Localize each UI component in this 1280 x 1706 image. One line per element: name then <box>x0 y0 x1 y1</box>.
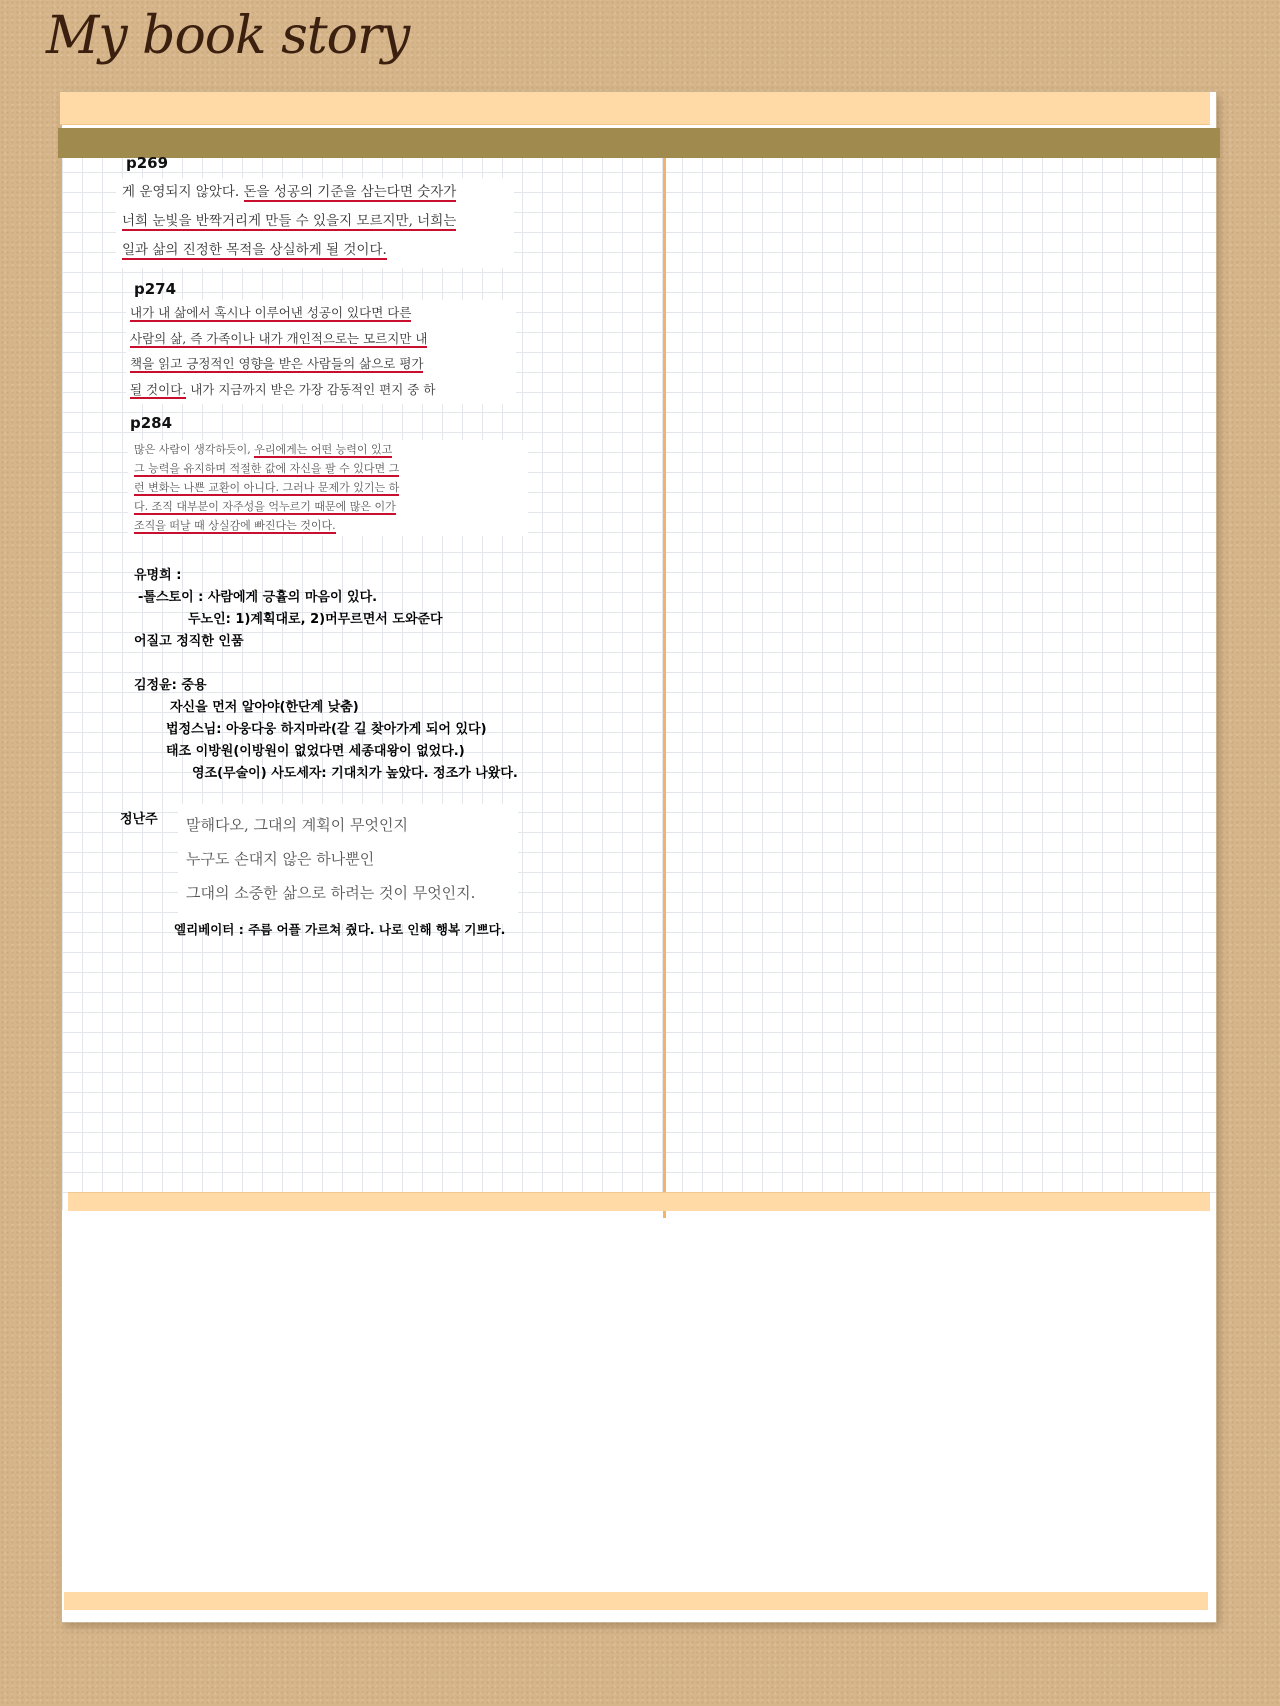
quote-line: 내가 내 삶에서 혹시나 이루어낸 성공이 있다면 다른 <box>130 305 412 320</box>
quote-line: 될 것이다. 내가 지금까지 받은 가장 감동적인 편지 중 하 <box>130 381 436 397</box>
note-name: 김정윤: 중용 <box>134 678 207 693</box>
poem-quote <box>178 804 518 924</box>
footer-tape <box>64 1592 1208 1610</box>
page-label-284: p284 <box>130 414 173 432</box>
quote-line: 런 변화는 나쁜 교환이 아니다. 그러나 문제가 있기는 하 <box>134 481 400 494</box>
quote-line: 책을 읽고 긍정적인 영향을 받은 사람들의 삶으로 평가 <box>130 356 424 371</box>
page-label-269: p269 <box>126 154 169 172</box>
quote-line: 일과 삶의 진정한 목적을 상실하게 될 것이다. <box>122 242 387 258</box>
quote-line: 많은 사람이 생각하듯이, 우리에게는 어떤 능력이 있고 <box>134 443 393 456</box>
quote-line: 너희 눈빛을 반짝거리게 만들 수 있을지 모르지만, 너희는 <box>122 213 457 229</box>
quote-line: 조직을 떠날 때 상실감에 빠진다는 것이다. <box>134 519 336 532</box>
quote-line: 게 운영되지 않았다. 돈을 성공의 기준을 삼는다면 숫자가 <box>122 184 457 200</box>
olive-band <box>58 128 1220 158</box>
quote-line: 사람의 삶, 즉 가족이나 내가 개인적으로는 모르지만 내 <box>130 330 428 346</box>
quote-p284 <box>128 440 528 536</box>
bottom-tape <box>68 1192 1210 1211</box>
note-line: 자신을 먼저 알아야(한단계 낮춤) <box>170 700 359 715</box>
poem-line: 말해다오, 그대의 계획이 무엇인지 <box>186 816 408 834</box>
note-line: 엘리베이터 : 주름 어플 가르쳐 줬다. 나로 인해 행복 기쁘다. <box>174 922 506 937</box>
quote-p274 <box>126 300 516 404</box>
quote-p269 <box>116 178 514 268</box>
quote-line: 그 능력을 유지하며 적절한 값에 자신을 팔 수 있다면 그 <box>134 462 400 475</box>
note-line: -톨스토이 : 사람에게 긍휼의 마음이 있다. <box>138 590 378 605</box>
poem-line: 누구도 손대지 않은 하나뿐인 <box>186 850 375 868</box>
note-line: 어질고 정직한 인품 <box>134 634 244 649</box>
note-line: 법정스님: 아웅다웅 하지마라(갈 길 찾아가게 되어 있다) <box>166 722 487 737</box>
quote-line: 다. 조직 대부분이 자주성을 억누르기 때문에 많은 이가 <box>134 500 396 513</box>
note-name: 정난주 <box>120 812 158 827</box>
page-label-274: p274 <box>134 280 177 298</box>
poem-line: 그대의 소중한 삶으로 하려는 것이 무엇인지. <box>186 884 476 902</box>
note-line: 두노인: 1)계획대로, 2)머무르면서 도와준다 <box>188 612 443 627</box>
note-line: 태조 이방원(이방원이 없었다면 세종대왕이 없었다.) <box>166 744 465 759</box>
note-line: 영조(무술이) 사도세자: 기대치가 높았다. 정조가 나왔다. <box>192 766 518 781</box>
top-tape <box>60 92 1210 125</box>
note-name: 유명희 : <box>134 568 182 583</box>
notebook-page <box>62 92 1216 1622</box>
column-divider <box>663 158 666 1218</box>
site-title: My book story <box>46 6 410 66</box>
